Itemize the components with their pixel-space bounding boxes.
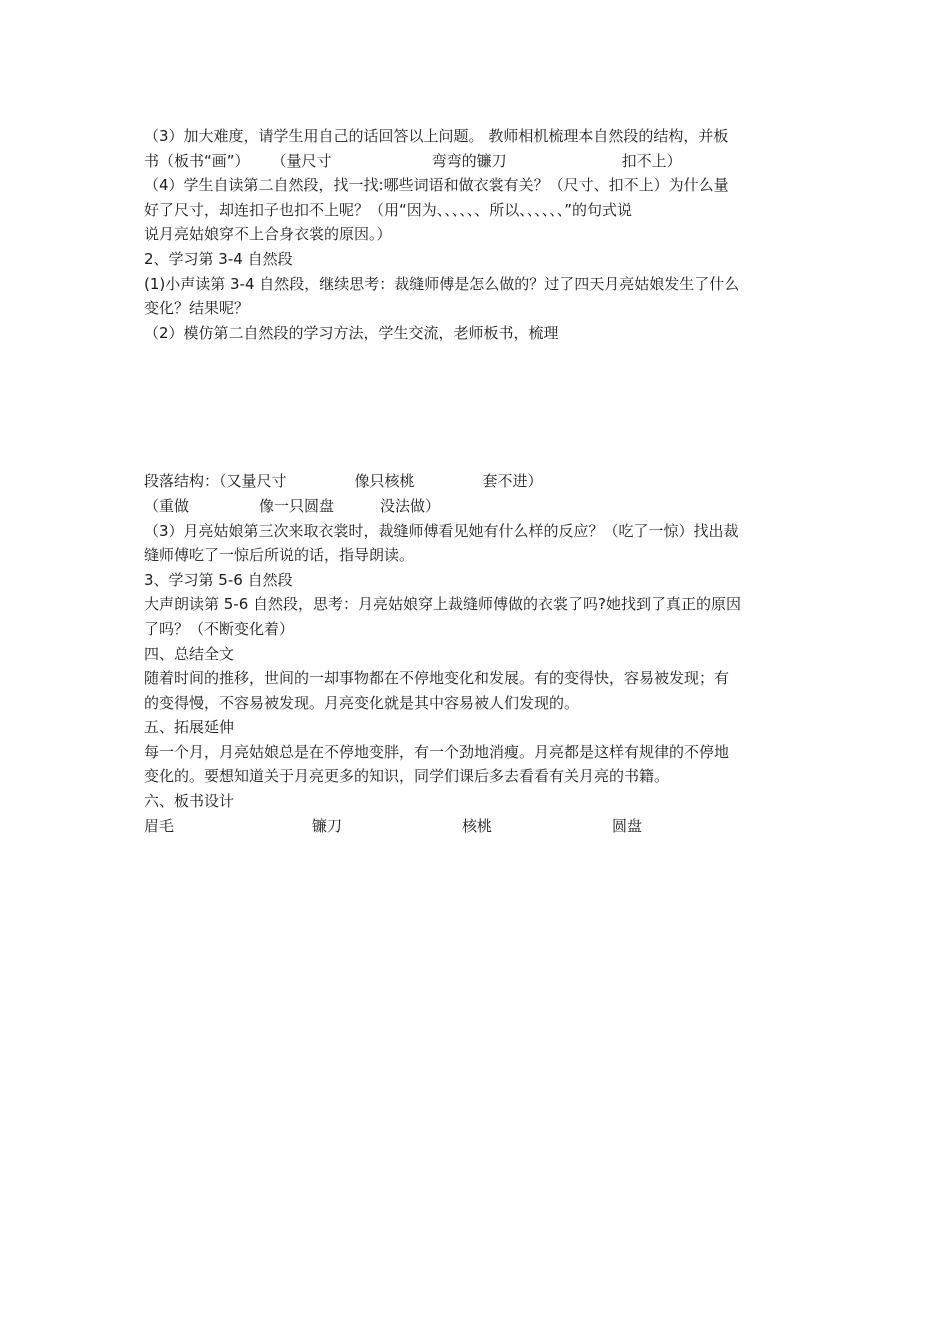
paragraph-4-line-3: 说月亮姑娘穿不上合身衣裳的原因。） <box>144 225 392 244</box>
paragraph-4-line-2: 好了尺寸，却连扣子也扣不上呢？（用“因为、、、、、、所以、、、、、、”的句式说 <box>144 200 633 219</box>
board-item-plate: 圆盘 <box>612 816 643 835</box>
paragraph-3-line-2 <box>144 149 808 174</box>
structure-plate: 像一只圆盘 <box>259 496 335 515</box>
paragraph-extension-line-2: 变化的。要想知道关于月亮更多的知识，同学们课后多去看看有关月亮的书籍。 <box>144 767 670 786</box>
board-design-row <box>144 814 808 839</box>
structure-item-measure: （量尺寸 <box>271 151 332 170</box>
section-heading-5-6: 3、学习第 5-6 自然段 <box>144 570 293 589</box>
paragraph-structure-line-1 <box>144 469 808 494</box>
section-heading-3-4: 2、学习第 3-4 自然段 <box>144 249 293 268</box>
paragraph-q2: （2）模仿第二自然段的学习方法，学生交流，老师板书，梳理 <box>144 323 559 342</box>
structure-item-sickle: 弯弯的镰刀 <box>431 151 507 170</box>
blank-space <box>144 345 808 469</box>
board-item-eyebrow: 眉毛 <box>144 816 175 835</box>
paragraph-4-line-1: （4）学生自读第二自然段，找一找:哪些词语和做衣裳有关？（尺寸、扣不上）为什么量 <box>144 176 729 195</box>
board-item-sickle: 镰刀 <box>312 816 343 835</box>
document-page <box>144 124 808 838</box>
paragraph-extension-line-1: 每一个月，月亮姑娘总是在不停地变胖，有一个劲地消瘦。月亮都是这样有规律的不停地 <box>144 742 730 761</box>
paragraph-summary-line-1: 随着时间的推移，世间的一却事物都在不停地变化和发展。有的变得快，容易被发现；有 <box>144 669 730 688</box>
section-heading-board-design: 六、板书设计 <box>144 792 235 811</box>
structure-walnut: 像只核桃 <box>354 472 415 491</box>
paragraph-3-line-1: （3）加大难度，请学生用自己的话回答以上问题。 教师相机梳理本自然段的结构，并板 <box>144 127 729 145</box>
structure-cannot-fit: 套不进） <box>482 472 543 491</box>
paragraph-q1-line-2: 变化？结果呢？ <box>144 299 250 318</box>
paragraph-5-6-line-2: 了吗？（不断变化着） <box>144 619 295 638</box>
paragraph-q1-line-1: (1)小声读第 3-4 自然段，继续思考：裁缝师傅是怎么做的？过了四天月亮姑娘发生了什么 <box>144 274 740 293</box>
board-item-walnut: 核桃 <box>462 816 493 835</box>
paragraph-summary-line-2: 的变得慢，不容易被发现。月亮变化就是其中容易被人们发现的。 <box>144 693 580 712</box>
section-heading-extension: 五、拓展延伸 <box>144 718 235 737</box>
paragraph-q3-line-2: 缝师傅吃了一惊后所说的话，指导朗读。 <box>144 546 415 565</box>
board-note: 书（板书“画”） <box>144 151 250 170</box>
paragraph-q3-line-1: （3）月亮姑娘第三次来取衣裳时，裁缝师傅看见她有什么样的反应？（吃了一惊）找出裁 <box>144 521 739 540</box>
section-heading-summary: 四、总结全文 <box>144 644 235 663</box>
structure-item-unbuttoned: 扣不上） <box>621 151 682 170</box>
structure-cannot-make: 没法做） <box>380 496 441 515</box>
paragraph-5-6-line-1: 大声朗读第 5-6 自然段，思考：月亮姑娘穿上裁缝师傅做的衣裳了吗?她找到了真正的原因 <box>144 595 742 614</box>
structure-remeasure: 段落结构：（又量尺寸 <box>144 472 287 491</box>
structure-redo: （重做 <box>144 496 190 515</box>
paragraph-structure-line-2 <box>144 494 808 519</box>
